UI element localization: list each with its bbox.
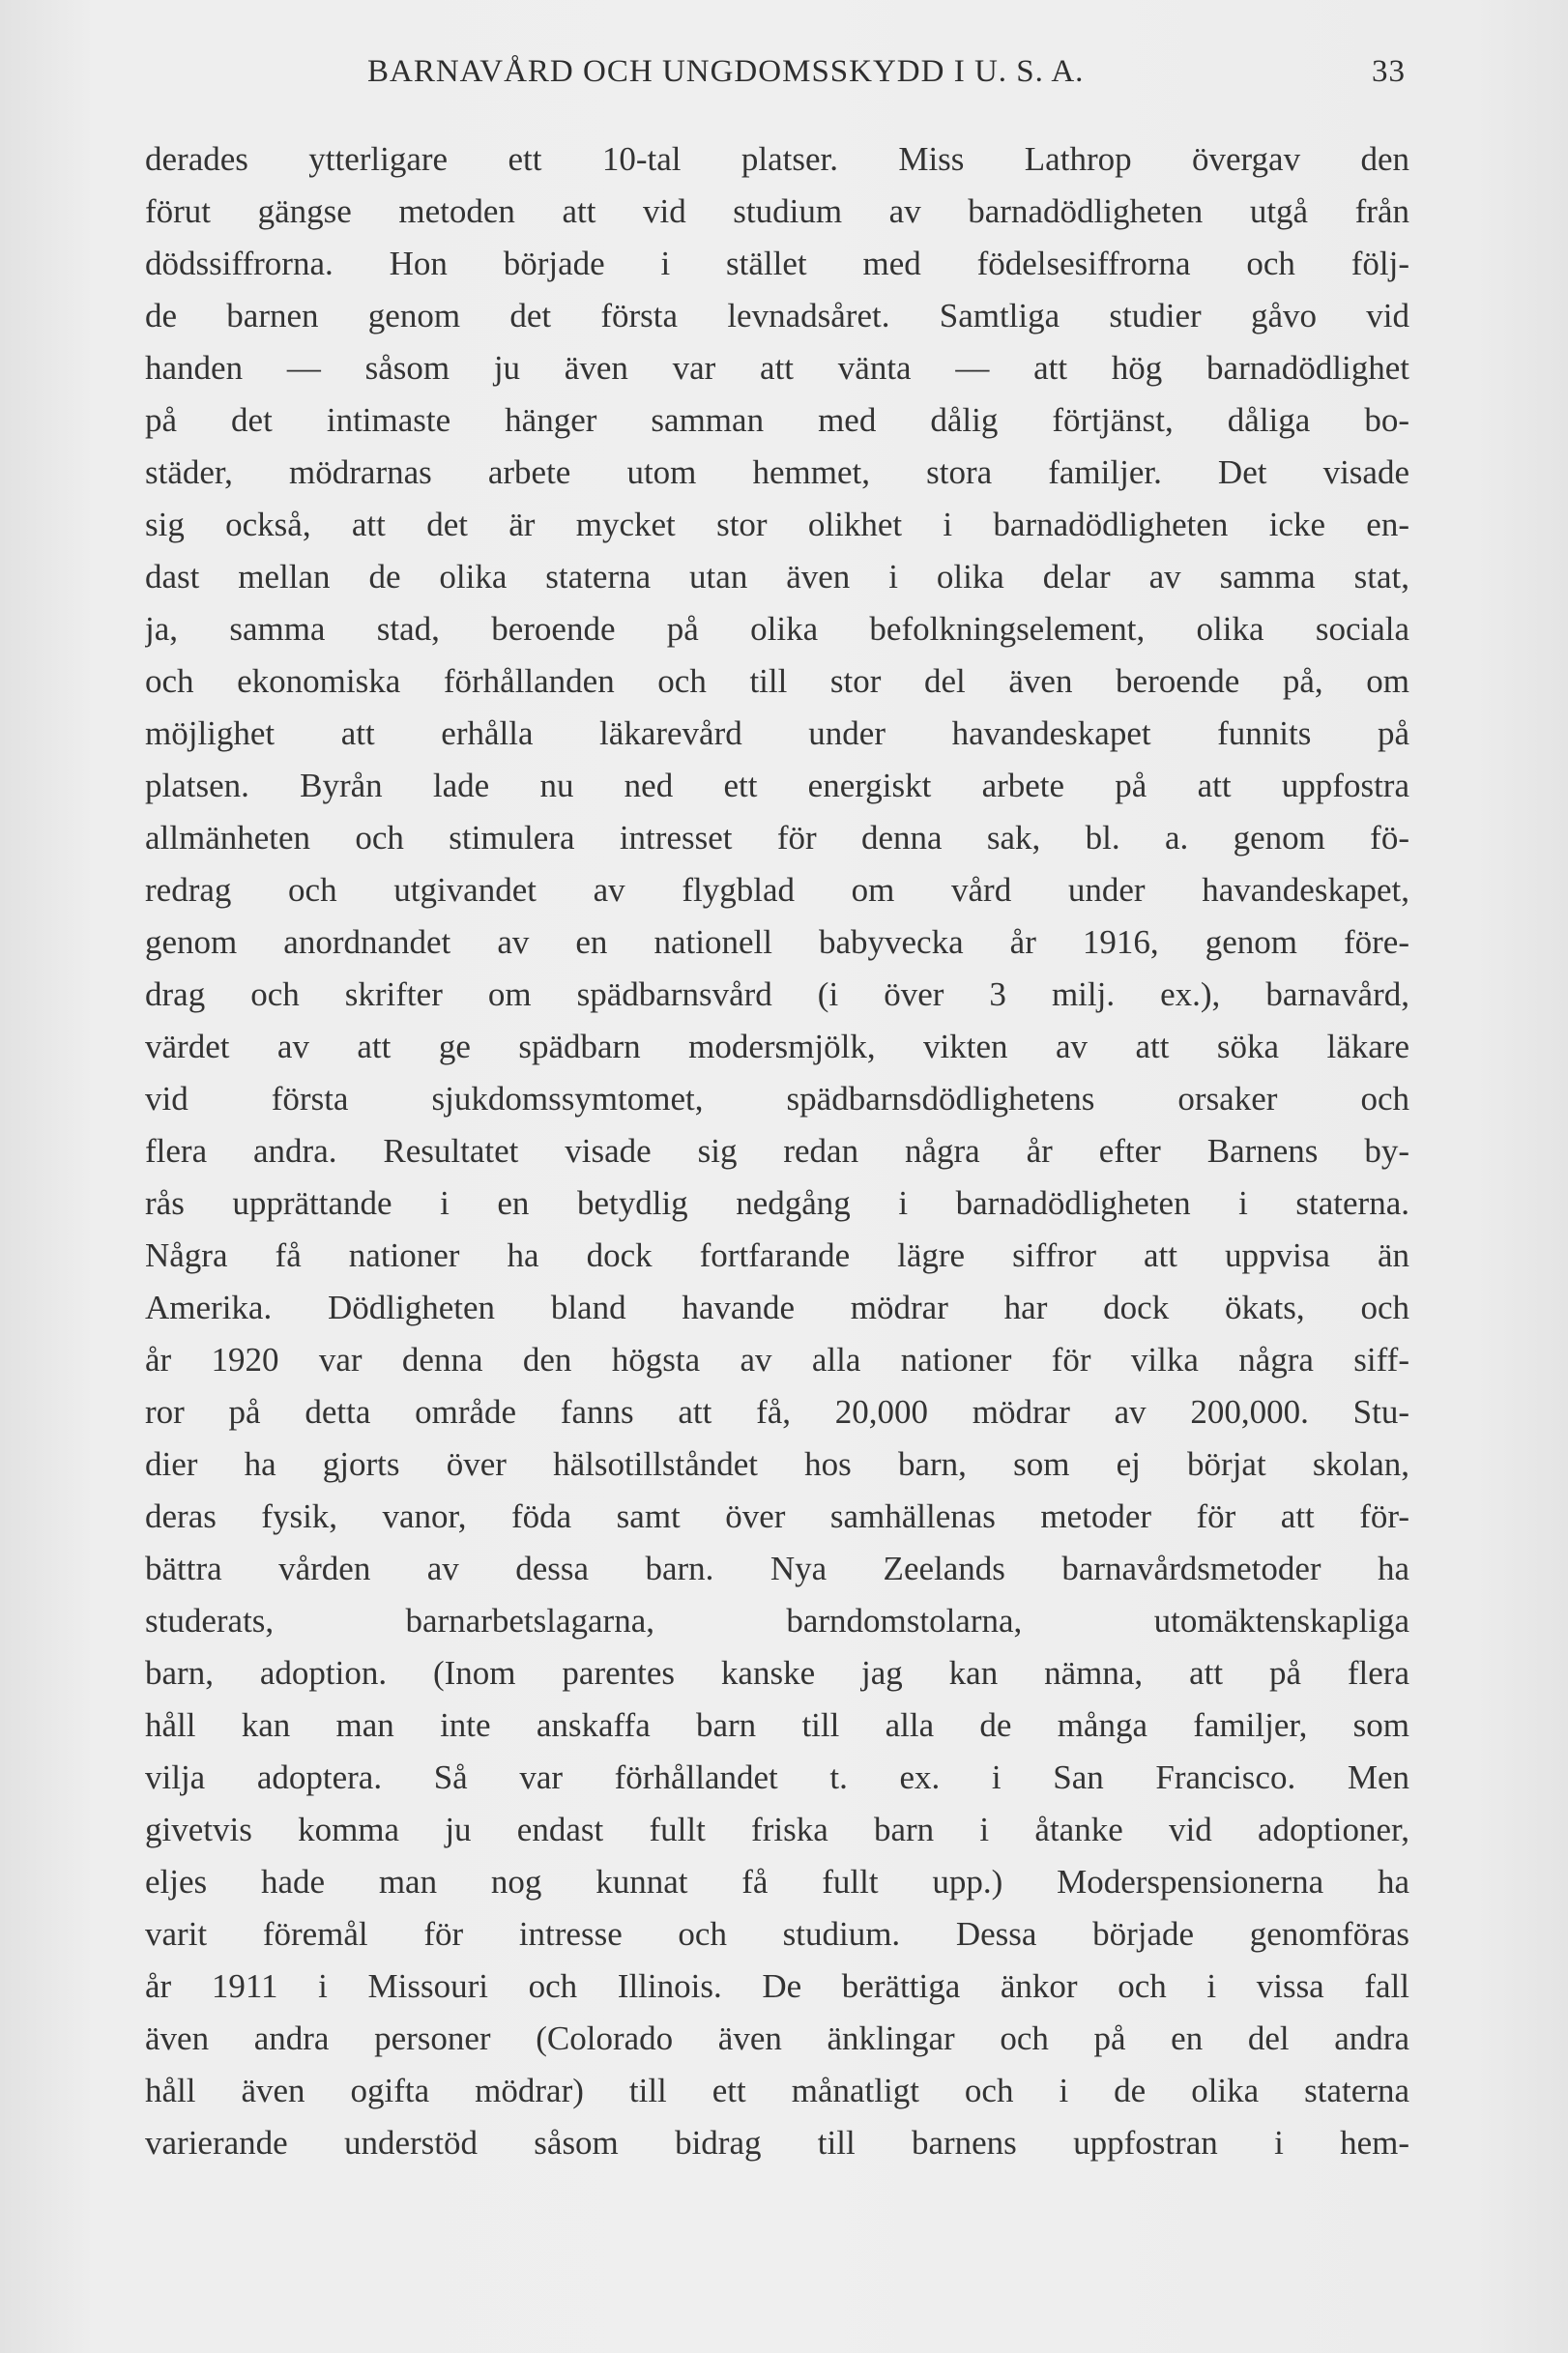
text-line: ror på detta område fanns att få, 20,000 mödrar av 200,000. Stu- <box>145 1393 1409 1431</box>
running-title: BARNAVÅRD OCH UNGDOMSSKYDD I U. S. A. <box>367 54 1085 89</box>
text-line: även andra personer (Colorado även änklingar och på en del andra <box>145 2019 1409 2057</box>
text-line: de barnen genom det första levnadsåret. Samtliga studier gåvo vid <box>145 297 1409 334</box>
page-number: 33 <box>1372 54 1406 89</box>
text-line: givetvis komma ju endast fullt friska barn i åtanke vid adoptioner, <box>145 1811 1409 1848</box>
text-line: sig också, att det är mycket stor olikhet i barnadödligheten icke en- <box>145 506 1409 543</box>
text-line: bättra vården av dessa barn. Nya Zeelands barnavårdsmetoder ha <box>145 1550 1409 1587</box>
text-line: deras fysik, vanor, föda samt över samhällenas metoder för att för- <box>145 1497 1409 1535</box>
text-line: dast mellan de olika staterna utan även i olika delar av samma stat, <box>145 558 1409 596</box>
text-line: varierande understöd såsom bidrag till barnens uppfostran i hem- <box>145 2124 1409 2162</box>
text-line: på det intimaste hänger samman med dålig förtjänst, dåliga bo- <box>145 401 1409 439</box>
text-line: år 1920 var denna den högsta av alla nationer för vilka några siff- <box>145 1341 1409 1379</box>
text-line: handen — såsom ju även var att vänta — att hög barnadödlighet <box>145 349 1409 387</box>
text-line: dödssiffrorna. Hon började i stället med födelsesiffrorna och följ- <box>145 245 1409 282</box>
text-line: Amerika. Dödligheten bland havande mödrar har dock ökats, och <box>145 1289 1409 1326</box>
text-line: möjlighet att erhålla läkarevård under havandeskapet funnits på <box>145 714 1409 752</box>
text-line: ja, samma stad, beroende på olika befolkningselement, olika sociala <box>145 610 1409 648</box>
text-line: håll även ogifta mödrar) till ett månatligt och i de olika staterna <box>145 2072 1409 2109</box>
text-line: barn, adoption. (Inom parentes kanske jag kan nämna, att på flera <box>145 1654 1409 1692</box>
text-line: håll kan man inte anskaffa barn till alla de många familjer, som <box>145 1706 1409 1744</box>
text-line: Några få nationer ha dock fortfarande lägre siffror att uppvisa än <box>145 1236 1409 1274</box>
text-line: studerats, barnarbetslagarna, barndomstolarna, utomäktenskapliga <box>145 1602 1409 1640</box>
running-head <box>157 54 1406 97</box>
body-text <box>145 133 1409 2169</box>
text-line: förut gängse metoden att vid studium av barnadödligheten utgå från <box>145 192 1409 230</box>
text-line: dier ha gjorts över hälsotillståndet hos barn, som ej börjat skolan, <box>145 1445 1409 1483</box>
text-line: eljes hade man nog kunnat få fullt upp.) Moderspensionerna ha <box>145 1863 1409 1901</box>
text-line: redrag och utgivandet av flygblad om vård under havandeskapet, <box>145 871 1409 909</box>
text-line: värdet av att ge spädbarn modersmjölk, vikten av att söka läkare <box>145 1028 1409 1065</box>
text-line: allmänheten och stimulera intresset för denna sak, bl. a. genom fö- <box>145 819 1409 857</box>
text-line: varit föremål för intresse och studium. Dessa började genomföras <box>145 1915 1409 1953</box>
text-line: derades ytterligare ett 10-tal platser. Miss Lathrop övergav den <box>145 140 1409 178</box>
text-line: vid första sjukdomssymtomet, spädbarnsdödlighetens orsaker och <box>145 1080 1409 1118</box>
text-line: vilja adoptera. Så var förhållandet t. ex. i San Francisco. Men <box>145 1758 1409 1796</box>
text-line: rås upprättande i en betydlig nedgång i barnadödligheten i staterna. <box>145 1184 1409 1222</box>
text-line: år 1911 i Missouri och Illinois. De berättiga änkor och i vissa fall <box>145 1967 1409 2005</box>
text-line: platsen. Byrån lade nu ned ett energiskt arbete på att uppfostra <box>145 767 1409 804</box>
text-line: genom anordnandet av en nationell babyvecka år 1916, genom före- <box>145 923 1409 961</box>
text-line: städer, mödrarnas arbete utom hemmet, stora familjer. Det visade <box>145 453 1409 491</box>
text-line: drag och skrifter om spädbarnsvård (i över 3 milj. ex.), barnavård, <box>145 975 1409 1013</box>
text-line: flera andra. Resultatet visade sig redan några år efter Barnens by- <box>145 1132 1409 1170</box>
text-line: och ekonomiska förhållanden och till stor del även beroende på, om <box>145 662 1409 700</box>
